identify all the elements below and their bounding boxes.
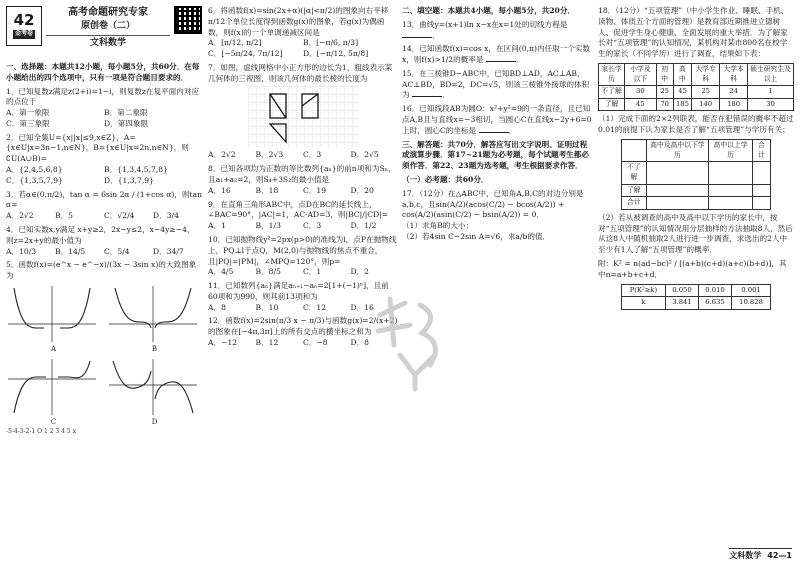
question-stem: 7．如图，虚线网格中小正方形的边长为1，粗线表示某几何体的三视图，则该几何体的最长棱的长度为 [208,62,393,83]
table-cell: 不了解 [622,162,647,184]
table-header-cell: 家长学历 [599,63,625,85]
contingency-table [621,139,771,210]
question-stem: 17．（12分）在△ABC中，已知角A,B,C的对边分别是a,b,c，且sin(A/2)(acos(C/2) − bcos(A/2)) + cos(A/2)(asin(C/2) − bsin(A/2)) = 0． [402,188,584,220]
option: B．第二象限 [104,108,148,118]
table-header-cell: 大学本科 [720,63,748,85]
option: B．8/5 [255,267,281,277]
option: C．√2/4 [104,211,135,221]
option: C．1 [303,267,322,277]
column-3 [402,6,592,246]
column-2 [208,6,398,352]
question-stem: 6．将函数f(x)=sin(2x+α)(|α|<π/2)的图象向右平移π/12个单位长度得到函数g(x)的图象，若g(x)为偶函数，则f(x)的一个单调递减区间是 [208,6,389,37]
table-cell: 140 [692,98,720,111]
option: D．第四象限 [104,118,149,128]
table-cell: 0.010 [698,284,731,297]
page-footer [729,548,792,561]
table-cell: 6.635 [698,297,731,310]
option: D．8 [350,337,370,347]
option: B．14/5 [55,246,86,256]
question-1 [6,87,202,130]
option: A．10/3 [6,246,37,256]
option: C．5/4 [104,246,130,256]
table-header-cell: 高中以上学历 [709,140,753,162]
question-2 [6,133,202,187]
option: D．3/4 [153,211,179,221]
table-cell: P(K²≥k) [622,284,666,297]
logo-brand: 金考卷 [14,30,33,38]
table-cell: 不了解 [599,86,625,99]
option: C．第三象限 [6,118,50,128]
table-cell: k [622,297,666,310]
table-cell: 45 [625,98,656,111]
footer-subject: 文科数学 [729,550,762,560]
logo-number: 42 [13,11,35,30]
question-stem: 16．已知线段AB为圆O：x²+y²=9的一条直径，且已知点A,B且与直线x=−3相切，当圆心C在直线x−2y+6=0上时，圆心C的坐标是 [402,104,592,135]
table-cell: 10.828 [732,297,771,310]
option: B．5 [55,211,74,221]
table-cell: 45 [673,86,691,99]
table-header-row [599,63,794,85]
question-stem: 3．若α∈(0,π/2)，tan α = 6sin 2α / (1+cos α)，则tan α= [6,189,202,210]
table-row [622,162,771,184]
question-3 [6,190,202,222]
option: B．10 [255,302,279,312]
question-stem: 11．已知数列{aₙ}满足aₙ₊₁−aₙ=2[1+(−1)ⁿ]，且前60项和为990，则其前13项和为 [208,281,389,301]
table-cell: 30 [748,98,794,111]
table-cell: 185 [673,98,691,111]
graph-a-plot [6,284,98,344]
option: D．1/2 [350,221,377,231]
section-1-heading: 一、选择题：本题共12小题，每小题5分，共60分．在每小题给出的四个选项中，只有一项是符合题目要求的． [6,62,200,82]
table-cell: 合计 [622,197,647,210]
option: C．3 [303,221,322,231]
option: B．[−π/6, π/3] [303,38,359,48]
question-stem: 14．已知函数f(x)=cos x，在区间(0,π)内任取一个实数x，则f(x)>1/2的概率是 [402,44,591,65]
table-cell: 了解 [599,98,625,111]
table-row [599,86,794,99]
option: D．34/7 [153,246,184,256]
table-header-row [622,140,771,162]
option: A．[π/12, π/2] [208,38,262,48]
answer-blank [486,61,516,62]
table-cell: 24 [720,86,748,99]
option: C．19 [303,185,327,195]
option: A．第一象限 [6,108,50,118]
option: A．8 [208,302,226,312]
table-row [622,197,771,210]
survey-table [598,63,794,112]
table-cell: 1 [748,86,794,99]
table-header-row [622,284,771,297]
question-13: 13．曲线y=(x+1)ln x−x在x=1处的切线方程是 ． [402,19,568,40]
question-stem: 15．在三棱锥D−ABC中，已知BD⊥AD，AC⊥AB，AC⊥BD，BD=2，DC=√5，则该三棱锥外接球的体积为 [402,68,590,100]
option: C．12 [303,302,327,312]
table-cell: 30 [625,86,656,99]
paper-header [6,6,202,62]
graph-option-c [6,357,101,428]
option: C．[−5π/24, 7π/12] [208,49,283,59]
paper-subject: 文科数学 [46,35,170,50]
column-4 [598,6,794,310]
answer-blank [479,132,509,133]
table-cell: 了解 [622,184,647,197]
question-7 [208,63,398,161]
table-header-cell: 大学专科 [692,63,720,85]
question-stem: 8．已知各项均为正数的等比数列{aₙ}的前n项和为Sₙ，且a₁+a₂=2，则S₄+3S₂的最小值是 [208,164,396,185]
option: D．20 [350,185,374,195]
paper-title-2: 原创卷（二） [80,21,135,32]
chi-square-formula: 附：K² = n(ad−bc)² / [(a+b)(c+d)(a+c)(b+d)]，其中n=a+b+c+d． [598,259,787,279]
option: B．18 [255,185,279,195]
graph-option-d [107,357,202,428]
option: A．1 [208,221,226,231]
table-header-cell: 合计 [752,140,770,162]
graph-label: B [151,344,158,353]
section-3-sub: （一）必考题：共60分． [402,174,489,184]
question-stem: 9．在直角三角形ABC中，点D在BC的延长线上，∠BAC=90°，|AC|=1，AC·AD=3，则|BC|/|CD|= [208,199,389,220]
question-12 [208,316,398,348]
question-8 [208,164,398,196]
paper-title-1: 高考命题研究专家 [68,7,148,18]
table-cell: 0.001 [732,284,771,297]
option: B．{1,3,4,5,7,8} [104,165,168,175]
graph-options [6,284,202,428]
graph-b-plot [107,284,199,344]
question-16: 16．已知线段AB为圆O：x²+y²=9的一条直径，且已知点A,B且与直线x=−3相切，当圆心C在直线x−2y+6=0上时，圆心C的坐标是 ． [402,104,592,135]
table-header-cell [622,140,647,162]
table-header-cell: 高中及高中以下学历 [646,140,709,162]
question-4 [6,225,202,257]
option: D．16 [350,302,374,312]
section-3-heading: 三、解答题：共70分．解答应写出文字说明、证明过程或演算步骤．第17~21题为必考题，每个试题考生都必须作答．第22、23题为选考题，考生根据要求作答． [402,139,589,171]
question-15: 15．在三棱锥D−ABC中，已知BD⊥AD，AC⊥AB，AC⊥BD，BD=2，DC=√5，则该三棱锥外接球的体积为 ． [402,68,590,100]
table-row [622,297,771,310]
table-cell: 25 [656,86,673,99]
option: C．−8 [303,337,328,347]
graph-label: C [50,417,57,426]
question-18-part-2: （2）若从被调查的高中及高中以下学历的家长中，按对“五项管理”的认知情况用分层抽样的方法抽取8人，然后从这8人中随机抽取2人进行进一步调查，求选出的2人中至少有1人了解“五项管理”的概率． [598,212,793,255]
section-2-heading: 二、填空题：本题共4小题，每小题5分，共20分． [402,6,576,15]
option: C．{1,3,5,7,9} [6,175,63,185]
option: D．2√5 [350,150,379,160]
option: A．2√2 [208,150,236,160]
question-5 [6,260,202,436]
table-header-cell: 初中 [656,63,673,85]
option: B．2√3 [255,150,284,160]
table-header-cell: 硕士研究生及以上 [748,63,794,85]
table-cell: 25 [692,86,720,99]
question-part-2: （2）若4sin C−2sin A=√6，求a/b的值． [402,231,551,241]
question-stem: 1．已知复数z满足z(2+i)=1−i，则复数z在复平面内对应的点位于 [6,86,200,107]
option: D．{1,3,7,9} [104,175,154,185]
option: B．12 [255,337,279,347]
footer-page-number: 42—1 [767,550,792,560]
question-17 [402,189,592,243]
question-stem: 10．已知抛物线y²=2px(p>0)的准线为l，点P在抛物线上，PQ⊥l于点Q，M(2,0)与抛物线的焦点不重合，且|PQ|=|PM|，∠MPQ=120°，则p= [208,234,397,266]
question-6 [208,6,398,60]
table-header-cell: 高中 [673,63,691,85]
table-cell: 0.050 [665,284,698,297]
table-cell: 3.841 [665,297,698,310]
option: A．{2,4,5,6,8} [6,165,63,175]
table-row [599,98,794,111]
option: B．1/3 [255,221,281,231]
question-stem: 4．已知实数x,y满足 x+y≥2，2x−y≤2，x−4y≥−4，则z=2x+y的最小值为 [6,224,195,245]
graph-c-plot [6,357,98,417]
answer-blank [412,96,442,97]
option: A．2√2 [6,211,34,221]
critical-value-table [621,284,771,310]
question-10 [208,235,398,278]
question-18-part-1: （1）完成下面的2×2列联表，能否在犯错误的概率不超过0.01的前提下认为家长是否了解“五项管理”与学历有关； [598,114,794,135]
graph-label: D [151,417,158,426]
column-1 [6,6,202,439]
graph-option-b [107,284,202,355]
graph-option-a [6,284,101,355]
question-stem: 5．函数f(x)=(e^x − e^−x)/(3x − 3sin x)的大致图象为 [6,260,197,281]
question-9 [208,200,398,232]
question-18-stem: 18．（12分）“五项管理”（中小学生作业、睡眠、手机、读物、体质五个方面的管理）是教育部近期推进立德树人、促进学生身心健康、全面发展的重大举措．为了解家长对“五项管理”的认知情况，某机构对某市800名在校学生的家长（不同学历）进行了调查，结果如下表： [598,6,789,59]
graph-axis-ticks: -5-4-3-2-1 O 1 2 3 4 5 x [6,427,76,435]
graph-label: A [50,344,57,353]
option: A．4/5 [208,267,234,277]
question-part-1: （1）求角B的大小； [402,221,474,231]
option: C．3 [303,150,322,160]
question-14: 14．已知函数f(x)=cos x，在区间(0,π)内任取一个实数x，则f(x)>1/2的概率是 ． [402,44,591,65]
question-stem: 2．已知全集U={x||x|≤9,x∈Z}，A={x∈U|x=3n−1,n∈N}，B={x∈U|x=2n,n∈N}，则∁U(A∪B)= [6,132,189,164]
table-row [622,184,771,197]
brand-logo [6,6,42,46]
table-header-cell: 小学及以下 [625,63,656,85]
graph-d-plot [107,357,199,417]
paper-titles [46,6,170,50]
option: D．2 [350,267,370,277]
question-11 [208,281,398,313]
option: A．16 [208,185,231,195]
table-cell: 70 [656,98,673,111]
question-stem: 13．曲线y=(x+1)ln x−x在x=1处的切线方程是 [402,19,568,29]
table-cell: 180 [720,98,748,111]
three-view-grid-figure [248,86,358,148]
answer-blank [402,37,432,38]
option: D．[−π/12, 5π/8] [303,49,369,59]
question-stem: 12．函数f(x)=2sin(π/3 x − π/3)与函数g(x)=2/(x+2)的图象在[−4π,3π]上的所有交点的横坐标之和为 [208,316,398,337]
qr-code-icon [174,6,202,34]
option: A．−12 [208,337,238,347]
